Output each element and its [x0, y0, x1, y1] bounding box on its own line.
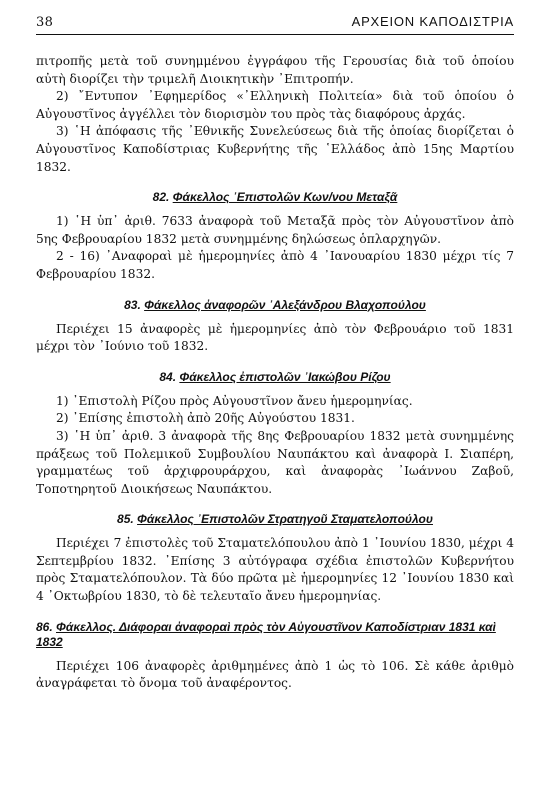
section-85 — [36, 512, 514, 605]
section-paragraph: 2 - 16) ᾽Αναφοραὶ μὲ ἡμερομηνίες ἀπὸ 4 ᾽Ιανουαρίου 1830 μέχρι τίς 7 Φεβρουαρίου 1832. — [36, 249, 514, 281]
intro-paragraph: 2) ῎Εντυπον ᾽Εφημερίδος «᾽Ελληνικὴ Πολιτεία» διὰ τοῦ ὁποίου ὁ Αὐγουστῖνος ἀγγέλλει τὸν διορισμὸν του πρὸς τὰς διαφόρους ἀρχάς. — [36, 89, 514, 121]
section-title: Φάκελλος ἀναφορῶν ᾽Αλεξάνδρου Βλαχοπούλου — [144, 297, 426, 312]
section-number: 85. — [117, 512, 138, 527]
section-title: Φάκελλος. Διάφοραι ἀναφοραὶ πρὸς τὸν Αὐγουστῖνον Καποδίστριαν 1831 καὶ 1832 — [36, 619, 496, 649]
intro-block — [36, 53, 514, 176]
section-title: Φάκελλος ἐπιστολῶν ᾽Ιακώβου Ρίζου — [179, 369, 391, 384]
section-heading — [36, 512, 514, 527]
running-title: ΑΡΧΕΙΟΝ ΚΑΠΟΔΙΣΤΡΙΑ — [351, 14, 514, 29]
section-paragraph: Περιέχει 106 ἀναφορὲς ἀριθμημένες ἀπὸ 1 ὡς τὸ 106. Σὲ κάθε ἀριθμὸ ἀναγράφεται τὸ ὄνομα τοῦ ἀναφέροντος. — [36, 658, 514, 691]
section-82 — [36, 190, 514, 283]
section-heading — [36, 190, 514, 205]
section-heading — [36, 298, 514, 313]
section-heading — [36, 370, 514, 385]
section-83 — [36, 298, 514, 356]
section-number: 86. — [36, 619, 57, 634]
section-heading — [36, 620, 514, 650]
section-84 — [36, 370, 514, 499]
section-title: Φάκελλος ᾽Επιστολῶν Κων/νου Μεταξᾶ — [172, 190, 398, 205]
section-number: 83. — [124, 297, 145, 312]
section-paragraph: 1) ῾Η ὑπ᾽ ἀριθ. 7633 ἀναφορὰ τοῦ Μεταξᾶ πρὸς τὸν Αὐγουστῖνον ἀπὸ 5ης Φεβρουαρίου 1832 μετὰ συνημμένης δηλώσεως ὁπλαρχηγῶν. — [36, 214, 514, 246]
section-title: Φάκελλος ᾽Επιστολῶν Στρατηγοῦ Σταματελοπούλου — [137, 512, 433, 527]
section-paragraph: 1) ᾽Επιστολὴ Ρίζου πρὸς Αὐγουστῖνον ἄνευ ἡμερομηνίας. — [56, 393, 413, 408]
section-paragraph: 2) ᾽Επίσης ἐπιστολὴ ἀπὸ 20ῆς Αὐγούστου 1831. — [56, 411, 355, 426]
section-paragraph: Περιέχει 15 ἀναφορὲς μὲ ἡμερομηνίες ἀπὸ τὸν Φεβρουάριο τοῦ 1831 μέχρι τὸν ᾽Ιούνιο τοῦ 1832. — [36, 321, 514, 354]
running-header — [36, 14, 514, 35]
page-number: 38 — [36, 15, 54, 30]
section-number: 82. — [152, 190, 173, 205]
intro-paragraph: πιτροπῆς μετὰ τοῦ συνημμένου ἐγγράφου τῆς Γερουσίας διὰ τοῦ ὁποίου αὐτὴ διορίζει τὴν τριμελῆ Διοικητικὴν ᾽Επιτροπήν. — [36, 54, 514, 86]
section-paragraph: 3) ῾Η ὑπ᾽ ἀριθ. 3 ἀναφορὰ τῆς 8ης Φεβρουαρίου 1832 μετὰ συνημμένης πράξεως τοῦ Πολεμικοῦ Συμβουλίου Ναυπάκτου καὶ ἀναφορὰ Ι. Σιαπέρη, γραμματέως τοῦ ἀρχιφρουράρχου, καὶ ἀναφορὰς ᾽Ιωάννου Ζαβοῦ, Τοποτηρητοῦ Διοικήσεως Ναυπάκτου. — [36, 428, 514, 496]
section-number: 84. — [159, 369, 180, 384]
section-86 — [36, 620, 514, 693]
intro-paragraph: 3) ῾Η ἀπόφασις τῆς ᾽Εθνικῆς Συνελεύσεως διὰ τῆς ὁποίας διορίζεται ὁ Αὐγουστῖνος Καποδίστριας Κυβερνήτης τῆς ῾Ελλάδος ἀπὸ 15ης Μαρτίου 1832. — [36, 124, 514, 174]
section-paragraph: Περιέχει 7 ἐπιστολὲς τοῦ Σταματελόπουλου ἀπὸ 1 ᾽Ιουνίου 1830, μέχρι 4 Σεπτεμβρίου 1832. ᾽Επίσης 3 αὐτόγραφα σχέδια ἐπιστολῶν Κυβερνήτου πρὸς Σταματελόπουλον. Τὰ δύο πρῶτα μὲ ἡμερομηνίες 12 ᾽Ιουνίου 1830 καὶ 4 ᾽Οκτωβρίου 1830, τὸ δὲ τελευταῖο ἄνευ ἡμερομηνίας. — [36, 536, 514, 604]
